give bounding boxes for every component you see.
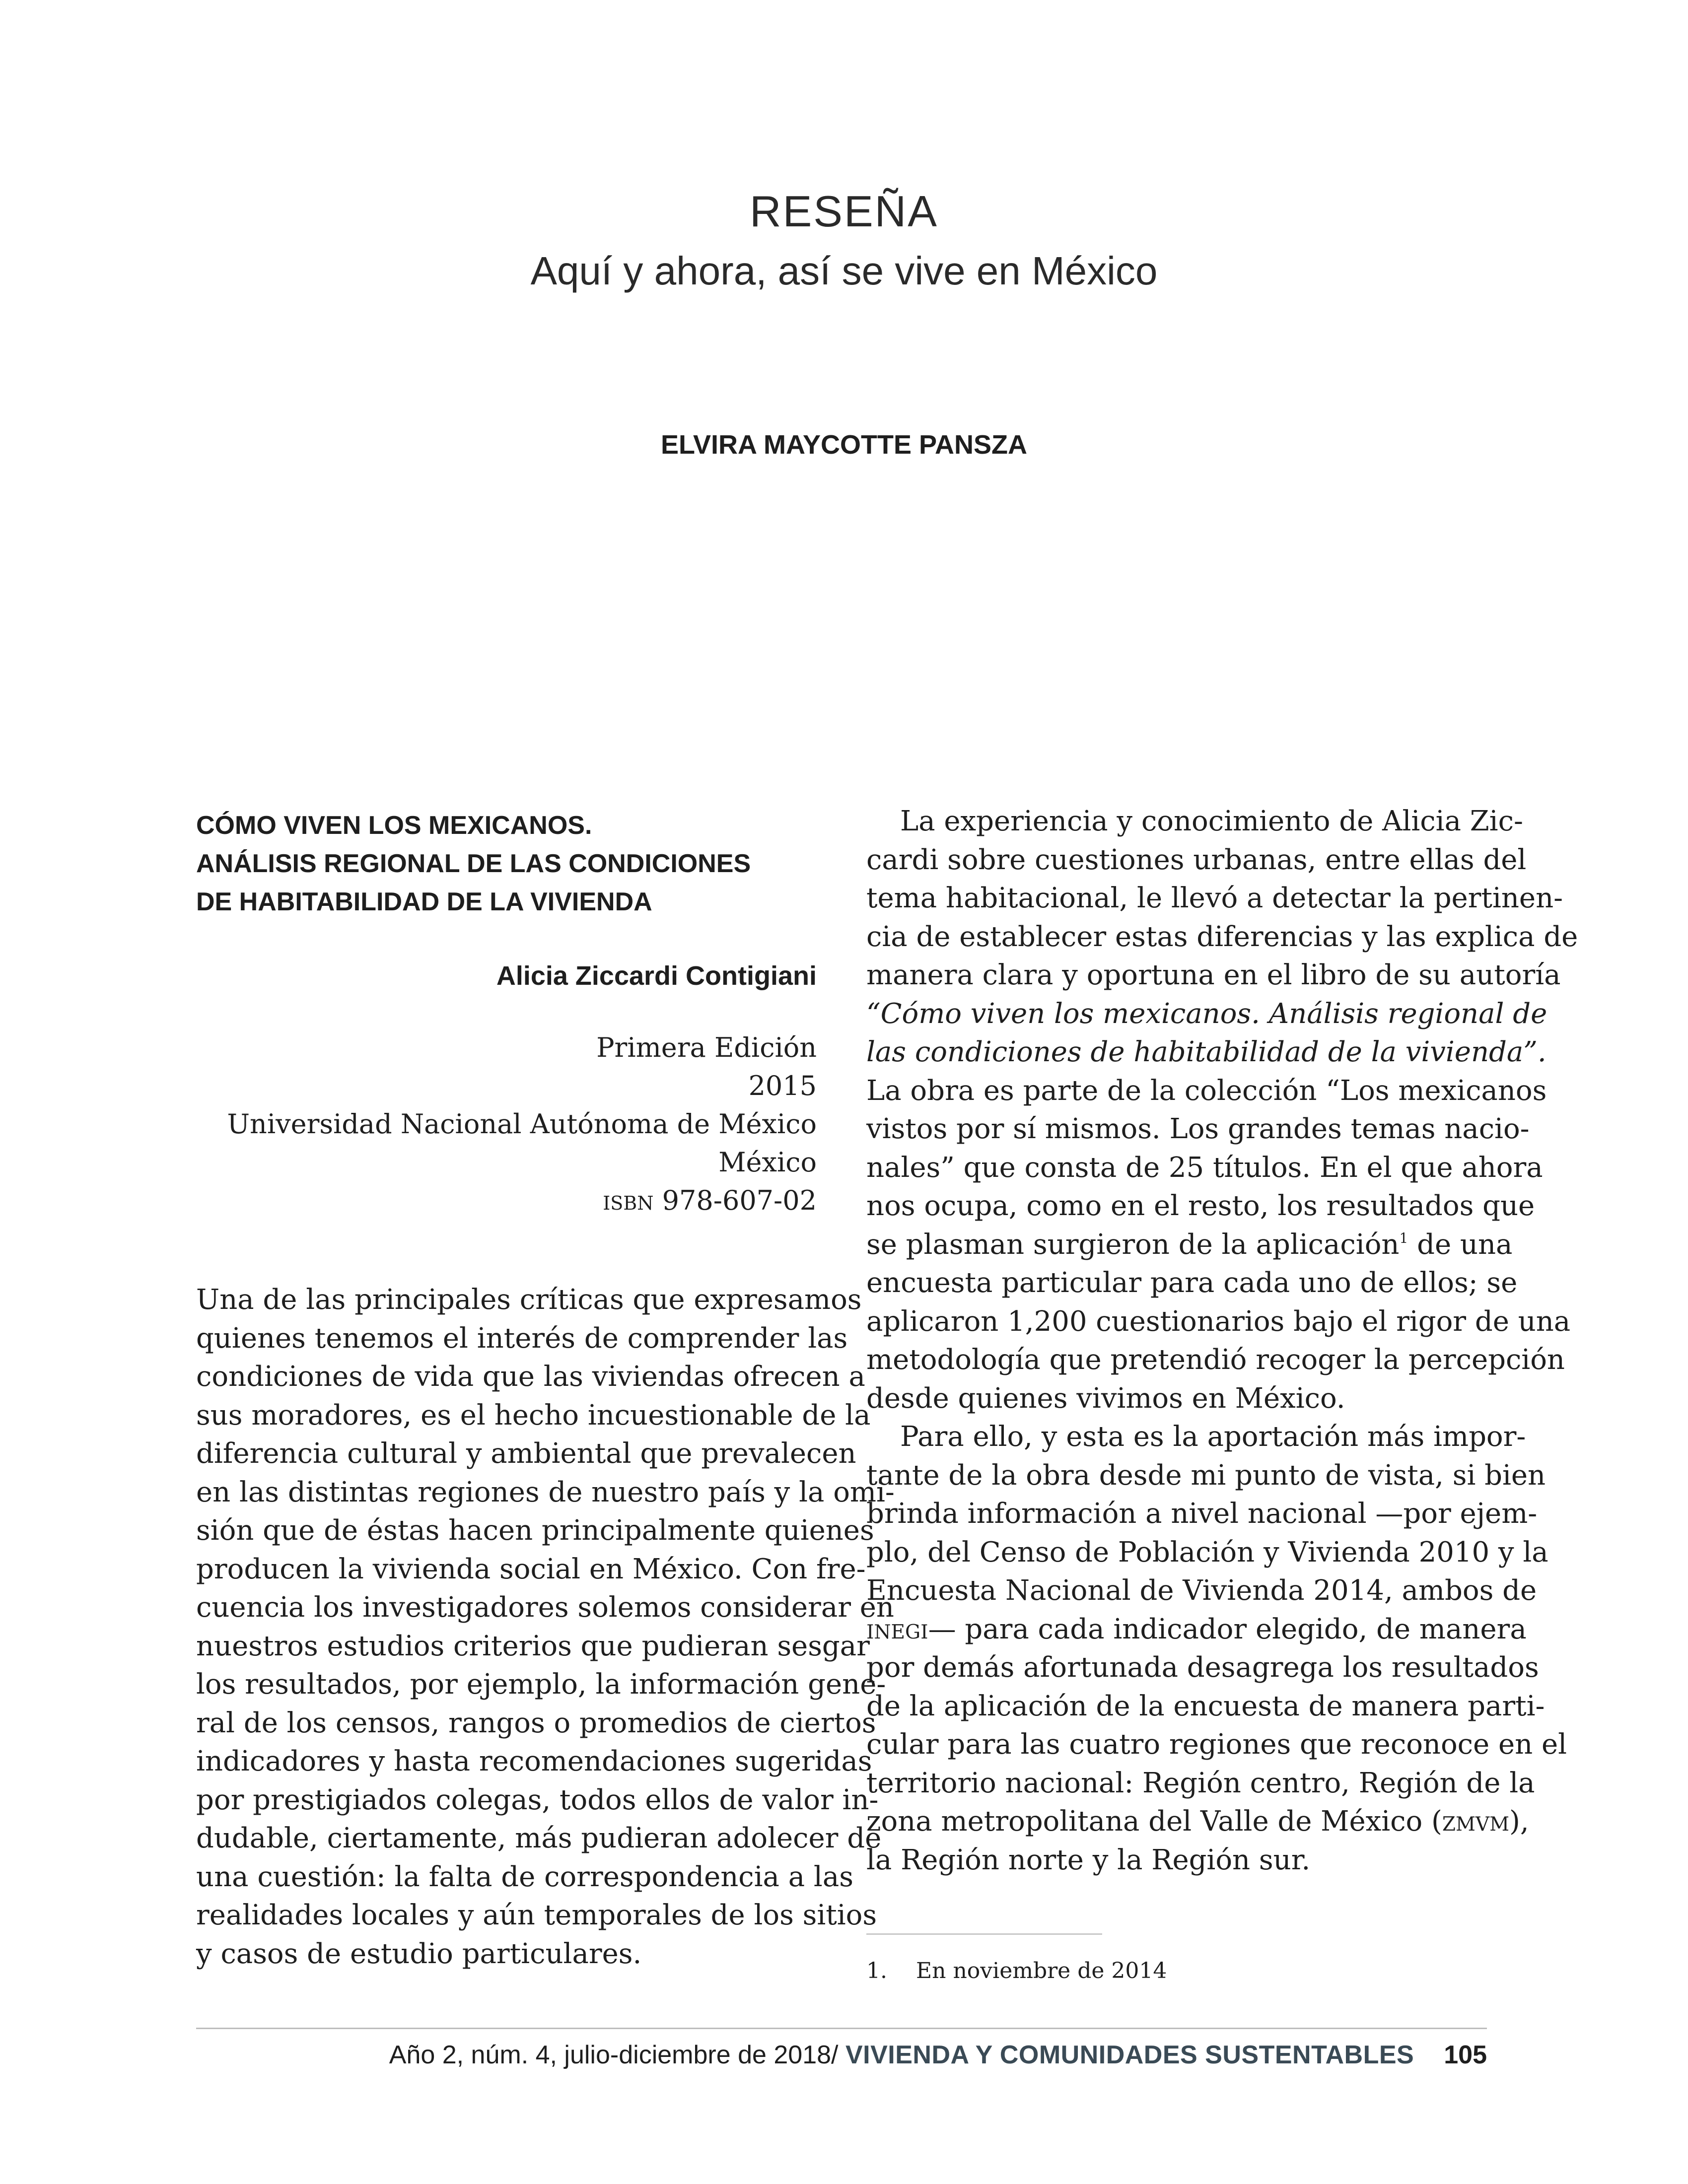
text-line: cardi sobre cuestiones urbanas, entre ellas del xyxy=(866,843,1527,876)
footnote-divider xyxy=(866,1933,1102,1935)
text-line: por prestigiados colegas, todos ellos de valor in- xyxy=(196,1783,879,1816)
text-line: tema habitacional, le llevó a detectar la pertinen- xyxy=(866,882,1563,914)
isbn-value: 978-607-02 xyxy=(662,1185,817,1216)
book-place: México xyxy=(718,1147,817,1178)
text-line: metodología que pretendió recoger la percepción xyxy=(866,1344,1565,1376)
text-line: nuestros estudios criterios que pudieran sesgar xyxy=(196,1630,870,1662)
text-line: inegi— para cada indicador elegido, de manera xyxy=(866,1613,1527,1645)
text-line: cuencia los investigadores solemos considerar en xyxy=(196,1591,894,1624)
footnote-reference: 1 xyxy=(1399,1229,1408,1246)
text-line: aplicaron 1,200 cuestionarios bajo el rigor de una xyxy=(866,1305,1571,1338)
book-title xyxy=(196,807,851,921)
text-line: cular para las cuatro regiones que reconoce en el xyxy=(866,1728,1567,1761)
footer-divider xyxy=(196,2028,1487,2029)
text-line: indicadores y hasta recomendaciones sugeridas xyxy=(196,1745,872,1777)
inegi-acronym: inegi xyxy=(866,1613,928,1645)
text-line: plo, del Censo de Población y Vivienda 2010 y la xyxy=(866,1536,1548,1569)
text-line: nales” que consta de 25 títulos. En el que ahora xyxy=(866,1151,1543,1184)
text-line: en las distintas regiones de nuestro país y la omi- xyxy=(196,1476,895,1508)
book-author: Alicia Ziccardi Contigiani xyxy=(496,961,817,991)
text-line: La experiencia y conocimiento de Alicia Zic- xyxy=(900,805,1523,837)
text-line: tante de la obra desde mi punto de vista, si bien xyxy=(866,1459,1546,1492)
book-publisher: Universidad Nacional Autónoma de México xyxy=(227,1108,817,1140)
article-title: Aquí y ahora, así se vive en México xyxy=(530,249,1158,293)
section-label: RESEÑA xyxy=(750,187,938,236)
text-line: nos ocupa, como en el resto, los resultados que xyxy=(866,1190,1535,1222)
article-author: ELVIRA MAYCOTTE PANSZA xyxy=(660,430,1028,460)
footnote-number: 1. xyxy=(866,1958,887,1983)
text-line: Encuesta Nacional de Vivienda 2014, ambos de xyxy=(866,1574,1537,1607)
text-line: la Región norte y la Región sur. xyxy=(866,1843,1311,1876)
text-line: vistos por sí mismos. Los grandes temas nacio- xyxy=(866,1113,1530,1145)
text-line: La obra es parte de la colección “Los mexicanos xyxy=(866,1074,1547,1107)
text-line: dudable, ciertamente, más pudieran adolecer de xyxy=(196,1822,882,1854)
text-line: los resultados, por ejemplo, la información gene- xyxy=(196,1668,886,1701)
text-line: quienes tenemos el interés de comprender las xyxy=(196,1322,848,1355)
text-line-with-footnote: se plasman surgieron de la aplicación$^1$ de una xyxy=(866,1228,1513,1261)
text-line: Una de las principales críticas que expresamos xyxy=(196,1284,862,1316)
footer-issue: Año 2, núm. 4, julio-diciembre de 2018/ xyxy=(389,2041,845,2069)
text-line: desde quienes vivimos en México. xyxy=(866,1382,1345,1415)
text-line: diferencia cultural y ambiental que prevalecen xyxy=(196,1437,856,1470)
book-isbn xyxy=(196,1181,817,1220)
text-line: Para ello, y esta es la aportación más impor- xyxy=(900,1421,1526,1453)
text-line: brinda información a nivel nacional —por ejem- xyxy=(866,1498,1538,1530)
zmvm-acronym: zmvm xyxy=(1442,1805,1510,1838)
book-title-line: DE HABITABILIDAD DE LA VIVIENDA xyxy=(196,887,652,916)
text-line: “Cómo viven los mexicanos. Análisis regional de xyxy=(866,997,1547,1030)
text-line: ral de los censos, rangos o promedios de ciertos xyxy=(196,1706,876,1739)
page-footer xyxy=(389,2040,1487,2070)
footnote xyxy=(866,1958,1167,1983)
text-line: una cuestión: la falta de correspondencia a las xyxy=(196,1860,853,1893)
book-year: 2015 xyxy=(748,1070,817,1101)
isbn-label: isbn xyxy=(603,1185,654,1216)
body-right-column xyxy=(866,802,1578,1879)
footnote-text: En noviembre de 2014 xyxy=(916,1958,1167,1983)
body-left-column xyxy=(196,1281,895,1973)
text-line: sión que de éstas hacen principalmente quienes xyxy=(196,1514,874,1547)
text-line: sus moradores, es el hecho incuestionable de la xyxy=(196,1399,871,1432)
text-line: manera clara y oportuna en el libro de su autoría xyxy=(866,959,1561,991)
text-line: las condiciones de habitabilidad de la vivienda”. xyxy=(866,1036,1547,1068)
book-title-line: CÓMO VIVEN LOS MEXICANOS. xyxy=(196,811,592,840)
text-line: condiciones de vida que las viviendas ofrecen a xyxy=(196,1361,865,1393)
text-line: encuesta particular para cada uno de ellos; se xyxy=(866,1267,1518,1299)
page-number: 105 xyxy=(1444,2041,1487,2069)
text-line: realidades locales y aún temporales de los sitios xyxy=(196,1899,877,1931)
book-title-line: ANÁLISIS REGIONAL DE LAS CONDICIONES xyxy=(196,849,751,878)
footer-journal: VIVIENDA Y COMUNIDADES SUSTENTABLES xyxy=(845,2041,1414,2069)
text-line: territorio nacional: Región centro, Región de la xyxy=(866,1767,1535,1799)
book-edition: Primera Edición xyxy=(596,1032,817,1063)
text-line: y casos de estudio particulares. xyxy=(196,1937,642,1970)
text-line: cia de establecer estas diferencias y las explica de xyxy=(866,920,1578,953)
text-line: zona metropolitana del Valle de México (zmvm), xyxy=(866,1805,1529,1838)
text-line: por demás afortunada desagrega los resultados xyxy=(866,1651,1539,1684)
text-line: de la aplicación de la encuesta de manera parti- xyxy=(866,1690,1545,1722)
book-metadata xyxy=(196,1028,817,1220)
text-line: producen la vivienda social en México. Con fre- xyxy=(196,1553,866,1585)
